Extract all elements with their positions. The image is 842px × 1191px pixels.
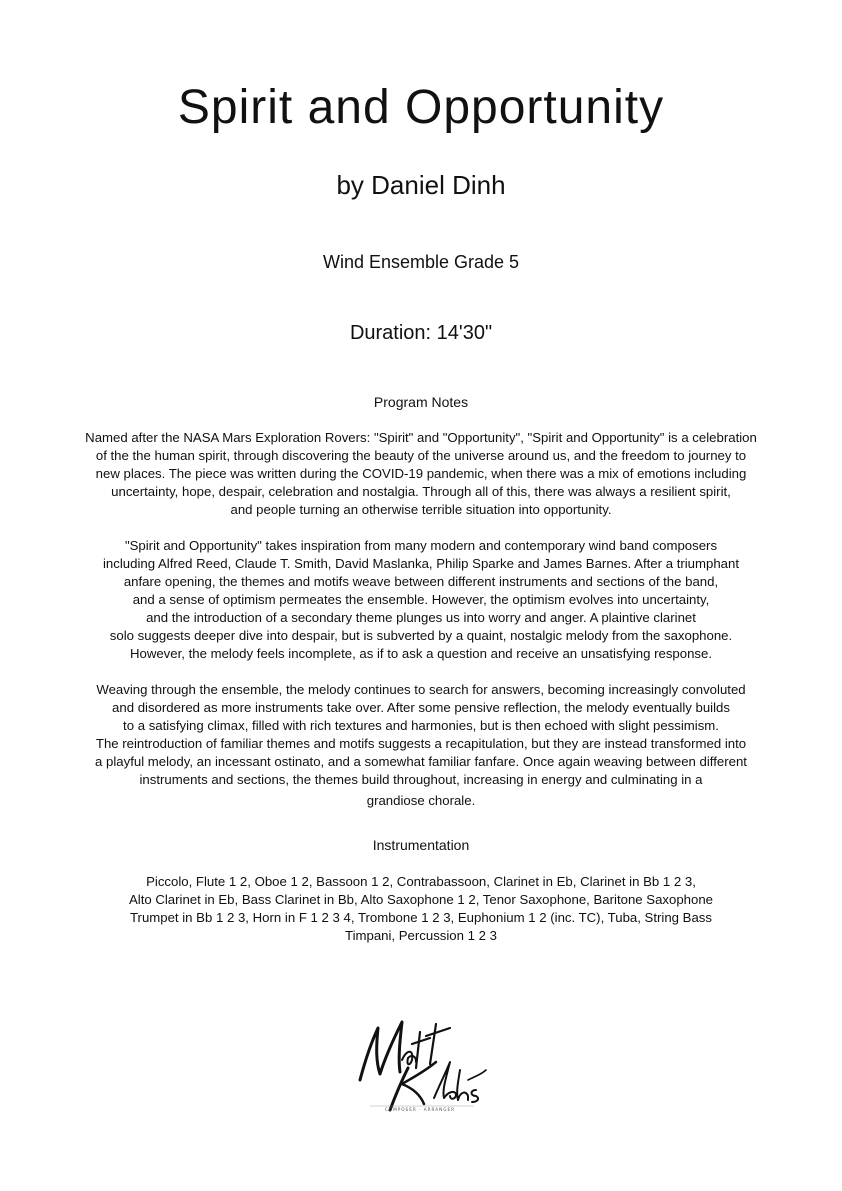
paragraph-line: instruments and sections, the themes build throughout, increasing in energy and culminating in a <box>139 772 703 787</box>
paragraph-line: Weaving through the ensemble, the melody continues to search for answers, becoming increasingly convoluted <box>96 682 746 697</box>
paragraph-line: new places. The piece was written during the COVID-19 pandemic, when there was a mix of emotions including <box>95 466 747 481</box>
instrumentation-line: Trumpet in Bb 1 2 3, Horn in F 1 2 3 4, Trombone 1 2 3, Euphonium 1 2 (inc. TC), Tuba, String Bass <box>129 910 712 925</box>
paragraph-line: The reintroduction of familiar themes and motifs suggests a recapitulation, but they are instead transformed into <box>95 736 747 751</box>
paragraph-line: solo suggests deeper dive into despair, but is subverted by a quaint, nostalgic melody from the saxophone. <box>109 628 733 643</box>
program-notes-paragraph-2 <box>40 537 802 663</box>
paragraph-line: uncertainty, hope, despair, celebration and nostalgia. Through all of this, there was always a resilient spirit, <box>111 484 731 499</box>
paragraph-line: and people turning an otherwise terrible situation into opportunity. <box>230 502 612 517</box>
paragraph-line: of the the human spirit, through discovering the beauty of the universe around us, and the freedom to journey to <box>95 448 747 463</box>
duration: Duration: 14'30" <box>349 322 493 344</box>
composer-credit: by Daniel Dinh <box>336 170 506 200</box>
paragraph-line: including Alfred Reed, Claude T. Smith, David Maslanka, Philip Sparke and James Barnes. After a triumphant <box>102 556 740 571</box>
ensemble-grade: Wind Ensemble Grade 5 <box>322 252 520 272</box>
signature-logo-icon <box>350 1010 490 1115</box>
instrumentation-line: Alto Clarinet in Eb, Bass Clarinet in Bb, Alto Saxophone 1 2, Tenor Saxophone, Baritone Saxophone <box>128 892 714 907</box>
paragraph-line: to a satisfying climax, filled with rich textures and harmonies, but is then echoed with slight pessimism. <box>123 718 719 733</box>
page-title: Spirit and Opportunity <box>177 81 665 134</box>
publisher-signature-logo <box>350 1010 490 1115</box>
paragraph-line: Named after the NASA Mars Exploration Rovers: "Spirit" and "Opportunity", "Spirit and Opportunity" is a celebration <box>85 430 757 445</box>
instrumentation-heading: Instrumentation <box>372 837 470 853</box>
paragraph-line: and a sense of optimism permeates the ensemble. However, the optimism evolves into uncertainty, <box>132 592 710 607</box>
paragraph-line: and disordered as more instruments take over. After some pensive reflection, the melody eventually builds <box>112 700 730 715</box>
paragraph-line: a playful melody, an incessant ostinato, and a somewhat familiar fanfare. Once again weaving between different <box>95 754 747 769</box>
paragraph-line: However, the melody feels incomplete, as if to ask a question and receive an unsatisfying response. <box>129 646 713 661</box>
paragraph-line: grandiose chorale. <box>366 793 476 808</box>
program-notes-heading: Program Notes <box>373 394 469 410</box>
paragraph-line: "Spirit and Opportunity" takes inspiration from many modern and contemporary wind band composers <box>124 538 718 553</box>
paragraph-line: and the introduction of a secondary theme plunges us into worry and anger. A plaintive clarinet <box>146 610 696 625</box>
program-notes-paragraph-3 <box>40 681 802 810</box>
instrumentation-line: Piccolo, Flute 1 2, Oboe 1 2, Bassoon 1 2, Contrabassoon, Clarinet in Eb, Clarinet in Bb 1 2 3, <box>146 874 696 889</box>
logo-tagline: COMPOSER · ARRANGER <box>384 1107 456 1112</box>
program-notes-paragraph-1 <box>40 429 802 519</box>
paragraph-line: anfare opening, the themes and motifs weave between different instruments and sections of the band, <box>123 574 719 589</box>
instrumentation-line: Timpani, Percussion 1 2 3 <box>345 928 497 943</box>
instrumentation-list <box>40 873 802 945</box>
